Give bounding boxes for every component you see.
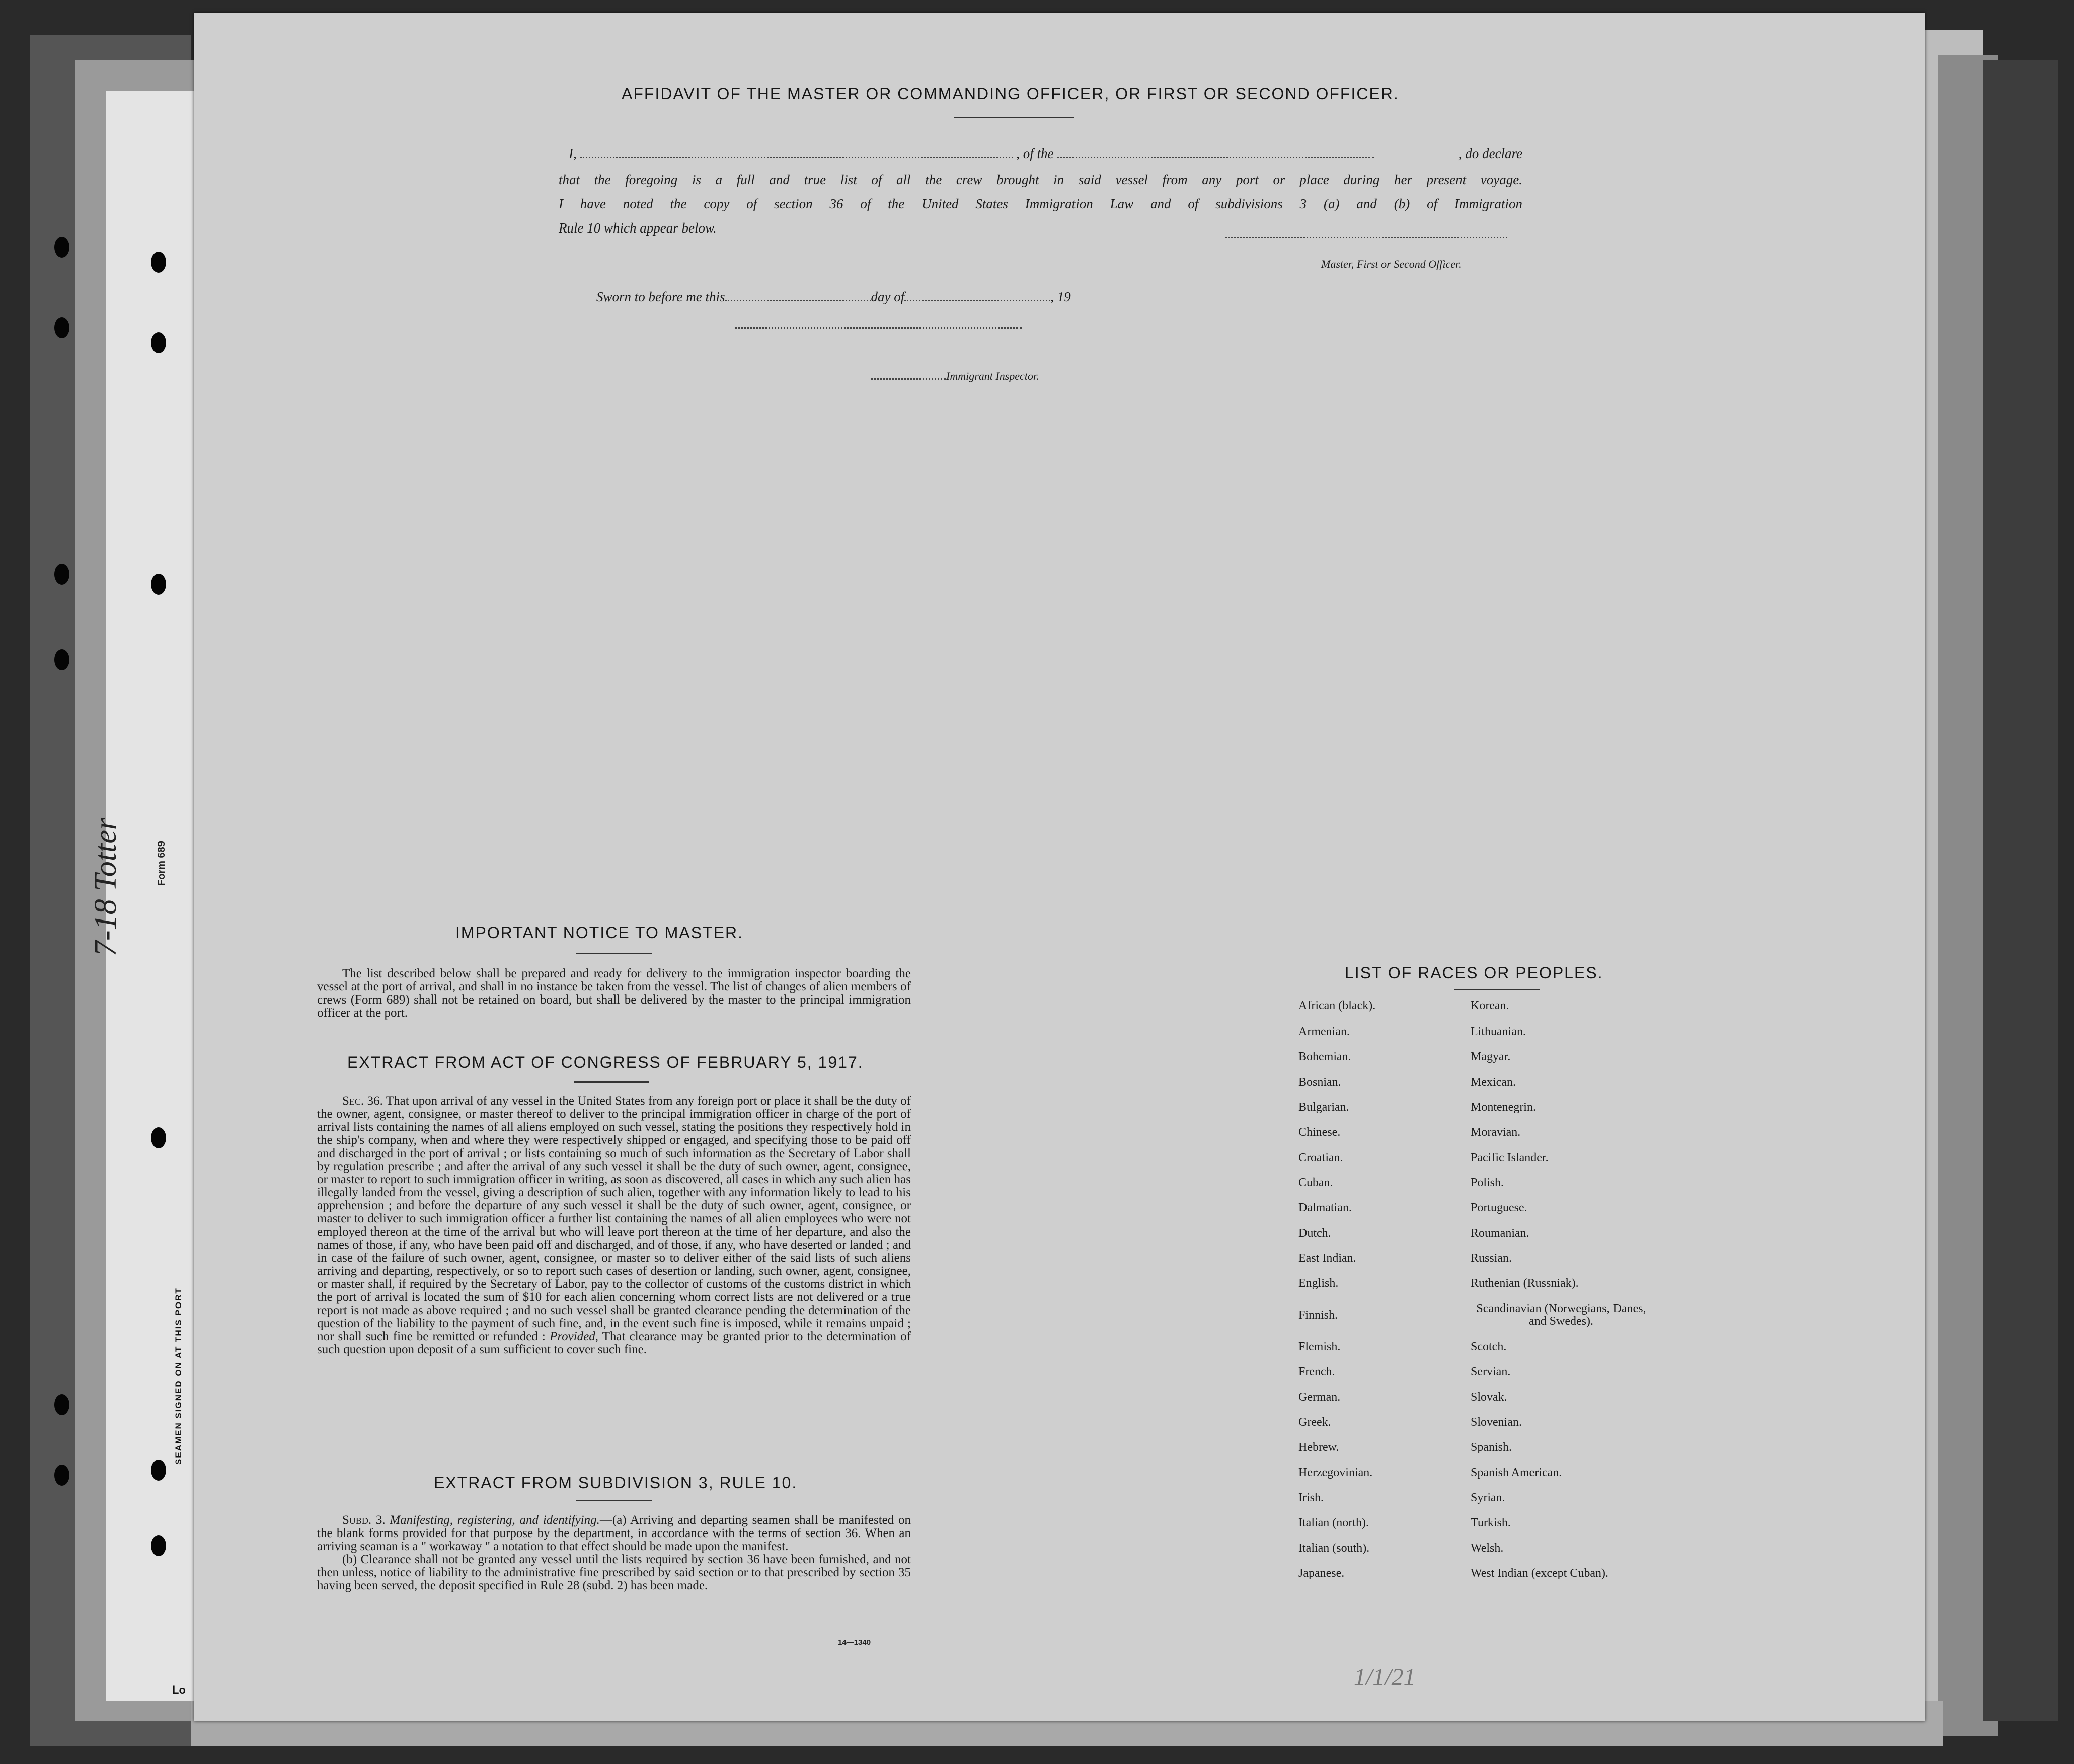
race-item: West Indian (except Cuban).	[1471, 1567, 1608, 1580]
sworn-day-label: day of	[871, 289, 905, 304]
race-item: French.	[1298, 1365, 1335, 1378]
act-extract-rule	[574, 1081, 649, 1083]
sworn-day-field[interactable]	[725, 300, 871, 301]
race-item: Bulgarian.	[1298, 1101, 1349, 1114]
binder-hole	[151, 1535, 166, 1556]
sworn-prefix: Sworn to before me this	[596, 289, 725, 304]
do-declare-label: , do declare	[1458, 146, 1522, 161]
act-extract-title: EXTRACT FROM ACT OF CONGRESS OF FEBRUARY 5, 1917.	[347, 1053, 864, 1071]
race-item: Cuban.	[1298, 1176, 1333, 1189]
proviso-label: Provided,	[550, 1330, 599, 1343]
rule-extract-text	[317, 1514, 911, 1592]
race-item: Montenegrin.	[1471, 1101, 1536, 1114]
subd-para-a: —(a) Arriving and departing seamen shall be manifested on the blank forms provided for that purpose by the department, in accordance with the terms of section 36. When an arriving seaman is a " workaway " a notation to that effect should be made upon the manifest.	[317, 1513, 911, 1553]
of-the-label: , of the	[1016, 146, 1054, 161]
notice-title: IMPORTANT NOTICE TO MASTER.	[455, 924, 743, 942]
race-item: Italian (north).	[1298, 1516, 1369, 1529]
race-item: Italian (south).	[1298, 1542, 1370, 1555]
signature-line[interactable]	[1225, 237, 1507, 238]
signature-label: Master, First or Second Officer.	[1321, 258, 1462, 270]
race-item: Greek.	[1298, 1416, 1331, 1429]
declaration-start: I,	[569, 146, 577, 161]
race-item: Ruthenian (Russniak).	[1471, 1277, 1579, 1290]
inspector-name-field[interactable]	[871, 378, 946, 380]
race-item: Korean.	[1471, 999, 1509, 1012]
subd-para-b: (b) Clearance shall not be granted any vessel until the lists required by section 36 have been furnished, and not then unless, notice of liability to the administrative fine prescribed by said section or to that prescribed by section 35 having been served, the deposit specified in Rule 28 (subd. 2) has been made.	[317, 1553, 911, 1592]
affidavit-title-rule	[954, 117, 1074, 118]
declaration-text-3: Rule 10 which appear below.	[559, 220, 717, 236]
race-item: Magyar.	[1471, 1050, 1511, 1063]
spine-label: SEAMEN SIGNED ON AT THIS PORT	[174, 1287, 183, 1465]
form-code: 14—1340	[838, 1638, 871, 1647]
race-item: Dutch.	[1298, 1226, 1331, 1240]
vessel-field[interactable]	[1057, 157, 1374, 158]
sworn-month-field[interactable]	[904, 300, 1050, 301]
inspector-label: Immigrant Inspector.	[946, 370, 1039, 382]
races-title-rule	[1454, 989, 1540, 990]
binder-hole	[151, 574, 166, 595]
rule-extract-title: EXTRACT FROM SUBDIVISION 3, RULE 10.	[434, 1474, 798, 1492]
manifest-page	[194, 13, 1925, 1721]
race-item: Roumanian.	[1471, 1226, 1529, 1240]
bottom-left-label: Lo	[172, 1683, 186, 1696]
binder-hole	[151, 332, 166, 353]
race-item: Scandinavian (Norwegians, Danes, and Swedes).	[1476, 1302, 1646, 1328]
race-item: Irish.	[1298, 1491, 1324, 1504]
bottom-handwriting: 1/1/21	[1354, 1664, 1416, 1691]
race-item: Flemish.	[1298, 1340, 1341, 1353]
race-item: Armenian.	[1298, 1025, 1350, 1038]
race-item: Spanish American.	[1471, 1466, 1562, 1479]
subd-label: Subd. 3.	[342, 1513, 386, 1527]
inspector-line	[871, 370, 1039, 383]
race-item: Herzegovinian.	[1298, 1466, 1373, 1479]
binder-hole	[54, 237, 69, 258]
section-label: Sec. 36.	[342, 1094, 383, 1108]
race-item: Servian.	[1471, 1365, 1511, 1378]
race-item: Slovak.	[1471, 1391, 1507, 1404]
race-item: Moravian.	[1471, 1126, 1521, 1139]
race-item: Japanese.	[1298, 1567, 1345, 1580]
race-item: African (black).	[1298, 999, 1376, 1012]
race-item: Mexican.	[1471, 1076, 1516, 1089]
race-item: Spanish.	[1471, 1441, 1512, 1454]
binder-hole	[54, 564, 69, 585]
binder-hole	[54, 649, 69, 670]
race-item: Bosnian.	[1298, 1076, 1341, 1089]
race-item: Welsh.	[1471, 1542, 1504, 1555]
declaration-text-2: I have noted the copy of section 36 of the United States Immigration Law and of subdivisions 3 (a) and (b) of Immigration	[559, 196, 1522, 211]
race-item: East Indian.	[1298, 1252, 1356, 1265]
race-item: Syrian.	[1471, 1491, 1505, 1504]
race-item: Portuguese.	[1471, 1201, 1527, 1214]
proviso-text: That clearance may be granted prior to the determination of such question upon deposit of a sum sufficient to cover such fine.	[317, 1330, 911, 1356]
race-item: Dalmatian.	[1298, 1201, 1352, 1214]
binder-hole	[54, 1465, 69, 1486]
race-item: Turkish.	[1471, 1516, 1511, 1529]
sworn-line	[596, 289, 1071, 305]
binder-hole	[151, 1460, 166, 1481]
form-number-label: Form 689	[156, 841, 167, 886]
race-item: Pacific Islander.	[1471, 1151, 1549, 1164]
races-title: LIST OF RACES OR PEOPLES.	[1345, 964, 1603, 982]
notice-title-rule	[576, 953, 652, 954]
section-text: That upon arrival of any vessel in the United States from any foreign port or place it shall be the duty of the owner, agent, consignee, or master thereof to deliver to the principal immigration officer in charge of the port of arrival lists containing the names of all aliens employed on such vessel, stating the positions they respectively hold in the ship's company, when and where they were respectively shipped or engaged, and specifying those to be paid off and discharged in the port of arrival ; or lists containing so much of such information as the Secretary of Labor shall by regulation prescribe ; and after the arrival of any such vessel it shall be the duty of such owner, agent, consignee, or master to report to such immigration officer in writing, as soon as discovered, all cases in which any such alien has illegally landed from the vessel, giving a description of such alien, together with any information likely to lead to his apprehension ; and before the departure of any such vessel it shall be the duty of such owner, agent, consignee, or master to deliver to such immigration officer a further list containing the names of all alien employees who were not employed thereon at the time of the arrival but who will leave port thereon at the time of her departure, and also the names of those, if any, who have been paid off and discharged, and of those, if any, who have deserted or landed ; and in case of the failure of such owner, agent, consignee, or master so to deliver either of the said lists of such aliens arriving and departing, respectively, or so to report such cases of desertion or landing, such owner, agent, consignee, or master shall, if required by the Secretary of Labor, pay to the collector of customs of the customs district in which the port of arrival is located the sum of $10 for each alien concerning whom correct lists are not delivered or a true report is not made as above required ; and no such vessel shall be granted clearance pending the determination of the question of the liability to the payment of such fine, and, in the event such fine is imposed, while it remains unpaid ; nor shall such fine be remitted or refunded :	[317, 1094, 911, 1343]
race-item: Finnish.	[1298, 1309, 1338, 1322]
race-item: Chinese.	[1298, 1126, 1341, 1139]
race-item: Polish.	[1471, 1176, 1504, 1189]
act-extract-text	[317, 1095, 911, 1356]
declaration-line	[569, 146, 1522, 166]
declaration-text-1: that the foregoing is a full and true list of all the crew brought in said vessel from any port or place during her present voyage.	[559, 172, 1522, 187]
race-item: German.	[1298, 1391, 1341, 1404]
race-item: Scotch.	[1471, 1340, 1507, 1353]
race-item: English.	[1298, 1277, 1339, 1290]
affidavit-title: AFFIDAVIT OF THE MASTER OR COMMANDING OFFICER, OR FIRST OR SECOND OFFICER.	[622, 85, 1399, 103]
name-field[interactable]	[580, 157, 1013, 158]
race-item: Hebrew.	[1298, 1441, 1339, 1454]
binder-hole	[151, 1127, 166, 1148]
subd-heading: Manifesting, registering, and identifying.	[390, 1513, 600, 1527]
sworn-year-label: , 19	[1050, 289, 1071, 304]
race-item: Russian.	[1471, 1252, 1512, 1265]
race-item: Lithuanian.	[1471, 1025, 1526, 1038]
notice-text: The list described below shall be prepared and ready for delivery to the immigration inspector boarding the vessel at the port of arrival, and shall in no instance be taken from the vessel. The list of changes of alien members of crews (Form 689) shall not be retained on board, but shall be delivered by the master to the principal immigration officer at the port.	[317, 967, 911, 1020]
binder-hole	[54, 1394, 69, 1415]
binder-hole	[54, 317, 69, 338]
binder-hole	[151, 252, 166, 273]
race-item: Slovenian.	[1471, 1416, 1522, 1429]
race-item: Bohemian.	[1298, 1050, 1351, 1063]
race-item: Croatian.	[1298, 1151, 1343, 1164]
handwritten-annotation: 7-18 Totter	[89, 817, 123, 956]
inspector-signature-line[interactable]	[735, 327, 1022, 329]
rule-extract-rule	[576, 1500, 652, 1501]
